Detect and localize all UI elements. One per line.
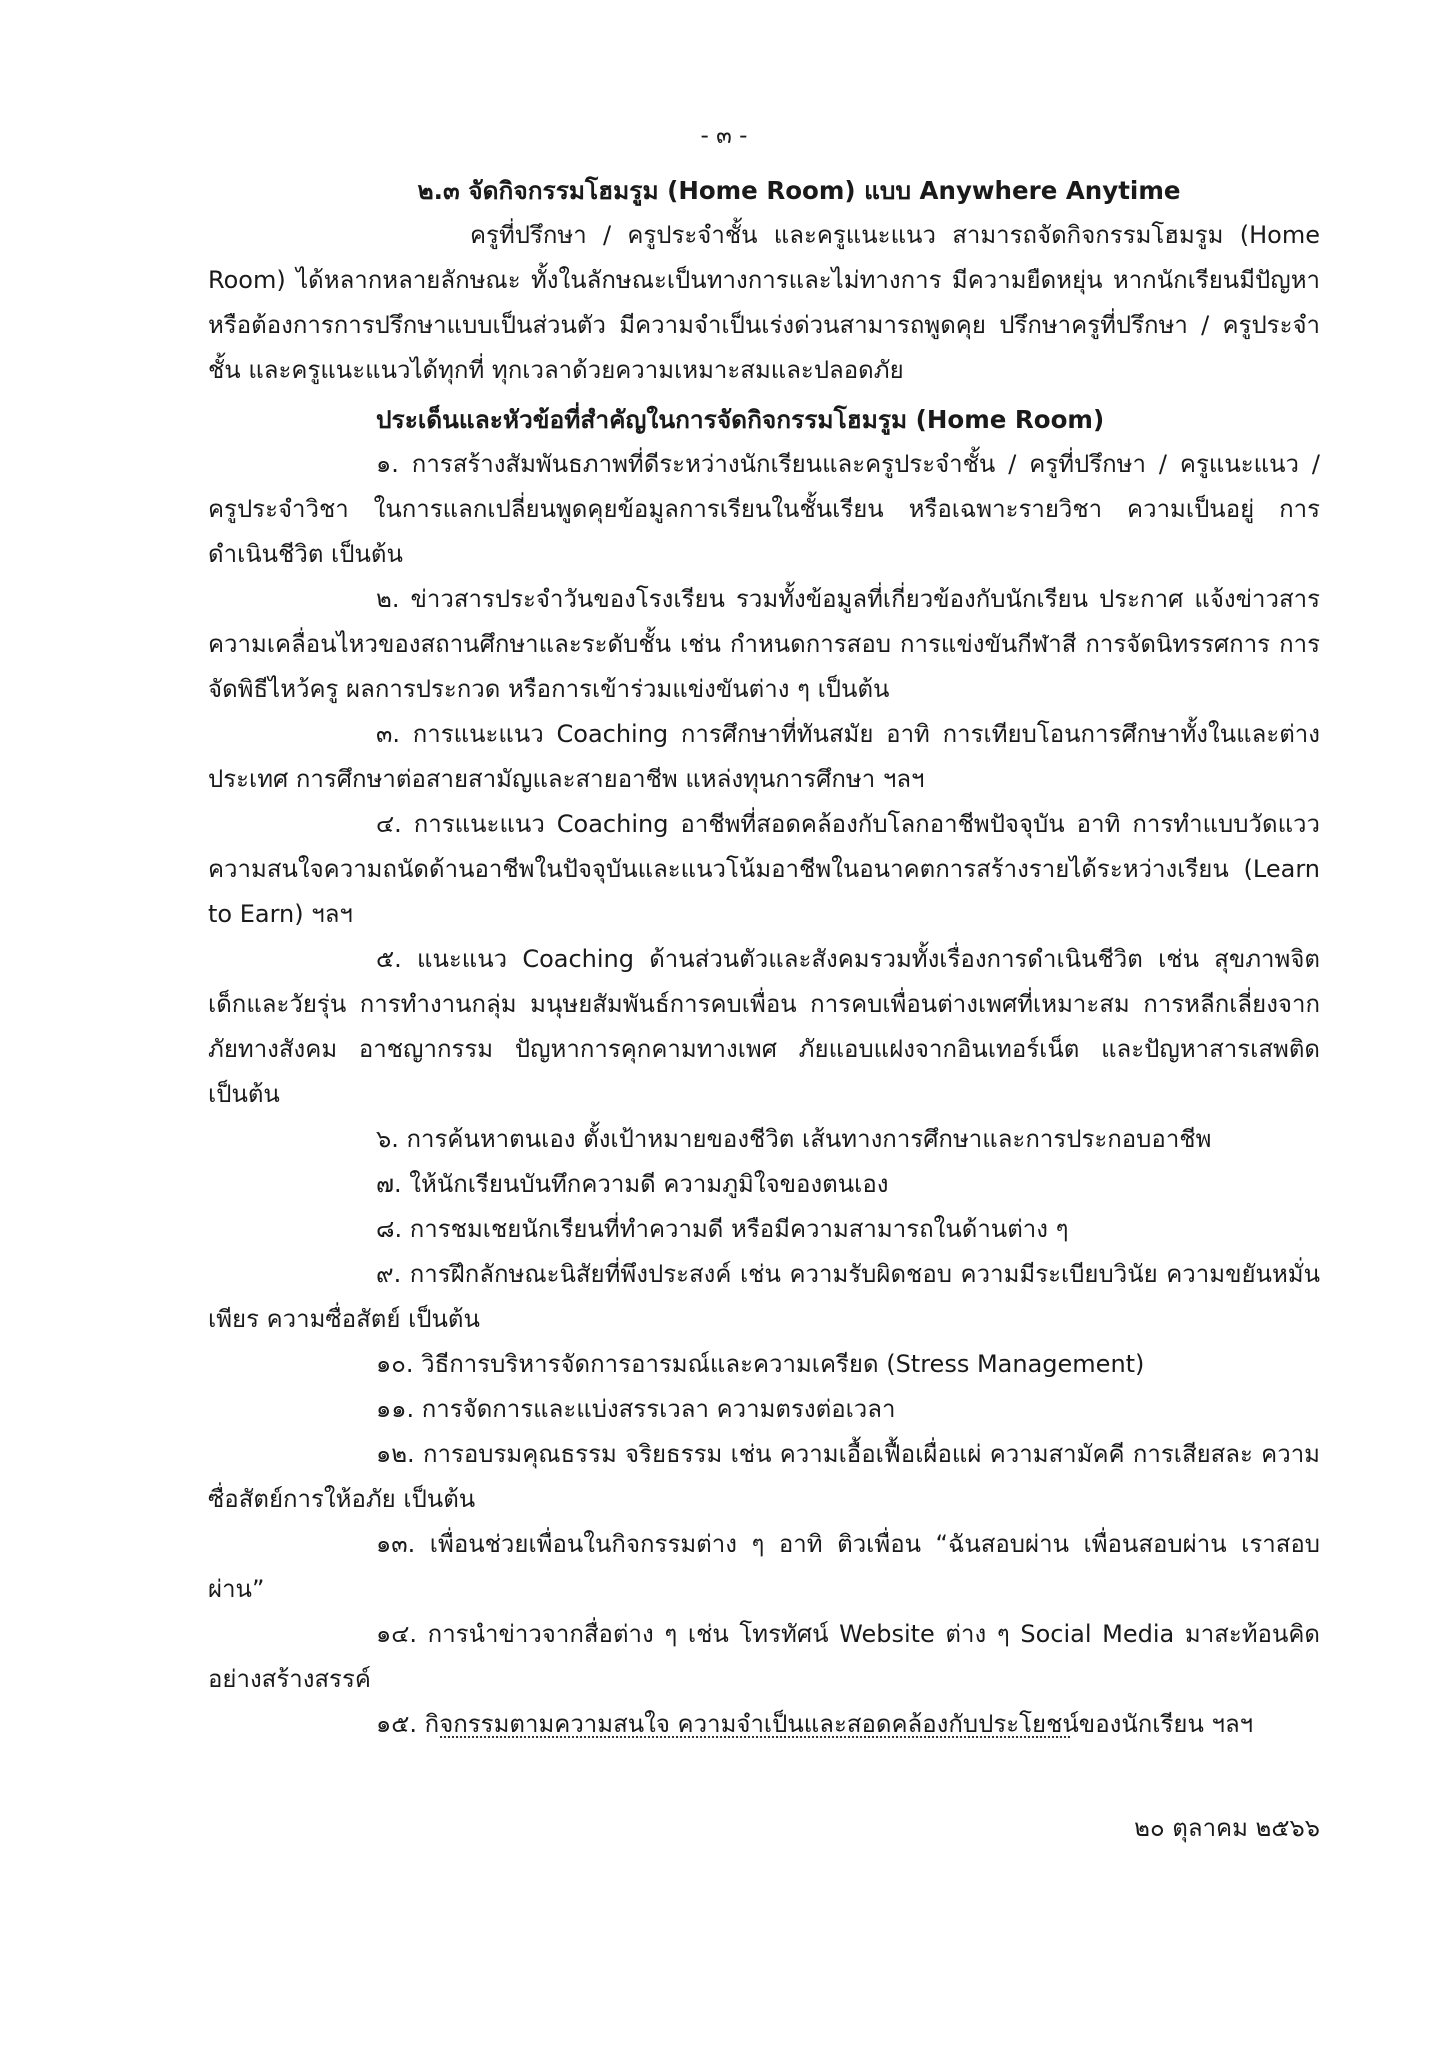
list-item: ๗. ให้นักเรียนบันทึกความดี ความภูมิใจของตนเอง [376, 1170, 889, 1198]
dotted-separator [440, 1736, 1070, 1738]
document-date: ๒๐ ตุลาคม ๒๕๖๖ [1134, 1814, 1320, 1842]
list-item: ๑๒. การอบรมคุณธรรม จริยธรรม เช่น ความเอื้อเฟื้อเผื่อแผ่ ความสามัคคี การเสียสละ ความซื่อสัตย์การให้อภัย เป็นต้น [208, 1440, 1320, 1513]
list-item: ๑. การสร้างสัมพันธภาพที่ดีระหว่างนักเรียนและครูประจำชั้น / ครูที่ปรึกษา / ครูแนะแนว / ครูประจำวิชา ในการแลกเปลี่ยนพูดคุยข้อมูลการเรียนในชั้นเรียน หรือเฉพาะรายวิชา ความเป็นอยู่ การดำเนินชีวิต เป็นต้น [208, 450, 1320, 568]
list-item: ๑๕. กิจกรรมตามความสนใจ ความจำเป็นและสอดคล้องกับประโยชน์ของนักเรียน ฯลฯ [376, 1710, 1254, 1738]
list-item: ๒. ข่าวสารประจำวันของโรงเรียน รวมทั้งข้อมูลที่เกี่ยวข้องกับนักเรียน ประกาศ แจ้งข่าวสาร ความเคลื่อนไหวของสถานศึกษาและระดับชั้น เช่น กำหนดการสอบ การแข่งขันกีฬาสี การจัดนิทรรศการ การจัดพิธีไหว้ครู ผลการประกวด หรือการเข้าร่วมแข่งขันต่าง ๆ เป็นต้น [208, 585, 1320, 703]
section-title: ๒.๓ จัดกิจกรรมโฮมรูม (Home Room) แบบ Anywhere Anytime [417, 176, 1181, 205]
list-item: ๑๐. วิธีการบริหารจัดการอารมณ์และความเครียด (Stress Management) [376, 1350, 1145, 1378]
list-item: ๕. แนะแนว Coaching ด้านส่วนตัวและสังคมรวมทั้งเรื่องการดำเนินชีวิต เช่น สุขภาพจิตเด็กและวัยรุ่น การทำงานกลุ่ม มนุษยสัมพันธ์การคบเพื่อน การคบเพื่อนต่างเพศที่เหมาะสม การหลีกเลี่ยงจากภัยทางสังคม อาชญากรรม ปัญหาการคุกคามทางเพศ ภัยแอบแฝงจากอินเทอร์เน็ต และปัญหาสารเสพติด เป็นต้น [208, 945, 1320, 1108]
list-item: ๙. การฝึกลักษณะนิสัยที่พึงประสงค์ เช่น ความรับผิดชอบ ความมีระเบียบวินัย ความขยันหมั่นเพียร ความซื่อสัตย์ เป็นต้น [208, 1260, 1320, 1333]
list-item: ๑๑. การจัดการและแบ่งสรรเวลา ความตรงต่อเวลา [376, 1395, 896, 1423]
subsection-title: ประเด็นและหัวข้อที่สำคัญในการจัดกิจกรรมโฮมรูม (Home Room) [376, 405, 1105, 434]
list-item: ๘. การชมเชยนักเรียนที่ทำความดี หรือมีความสามารถในด้านต่าง ๆ [376, 1215, 1069, 1243]
list-item: ๓. การแนะแนว Coaching การศึกษาที่ทันสมัย อาทิ การเทียบโอนการศึกษาทั้งในและต่างประเทศ การศึกษาต่อสายสามัญและสายอาชีพ แหล่งทุนการศึกษา ฯลฯ [208, 720, 1320, 793]
document-body [208, 168, 1320, 1747]
list-item: ๑๓. เพื่อนช่วยเพื่อนในกิจกรรมต่าง ๆ อาทิ ติวเพื่อน “ฉันสอบผ่าน เพื่อนสอบผ่าน เราสอบผ่าน” [208, 1530, 1320, 1603]
list-item: ๔. การแนะแนว Coaching อาชีพที่สอดคล้องกับโลกอาชีพปัจจุบัน อาทิ การทำแบบวัดแววความสนใจความถนัดด้านอาชีพในปัจจุบันและแนวโน้มอาชีพในอนาคตการสร้างรายได้ระหว่างเรียน (Learn to Earn) ฯลฯ [208, 810, 1320, 928]
topic-list [208, 442, 1320, 1747]
intro-paragraph: ครูที่ปรึกษา / ครูประจำชั้น และครูแนะแนว สามารถจัดกิจกรรมโฮมรูม (Home Room) ได้หลากหลายลักษณะ ทั้งในลักษณะเป็นทางการและไม่ทางการ มีความยืดหยุ่น หากนักเรียนมีปัญหาหรือต้องการการปรึกษาแบบเป็นส่วนตัว มีความจำเป็นเร่งด่วนสามารถพูดคุย ปรึกษาครูที่ปรึกษา / ครูประจำชั้น และครูแนะแนวได้ทุกที่ ทุกเวลาด้วยความเหมาะสมและปลอดภัย [208, 221, 1320, 384]
list-item: ๖. การค้นหาตนเอง ตั้งเป้าหมายของชีวิต เส้นทางการศึกษาและการประกอบอาชีพ [376, 1125, 1212, 1153]
page-number: - ๓ - [700, 123, 748, 149]
list-item: ๑๔. การนำข่าวจากสื่อต่าง ๆ เช่น โทรทัศน์ Website ต่าง ๆ Social Media มาสะท้อนคิดอย่างสร้างสรรค์ [208, 1620, 1320, 1693]
